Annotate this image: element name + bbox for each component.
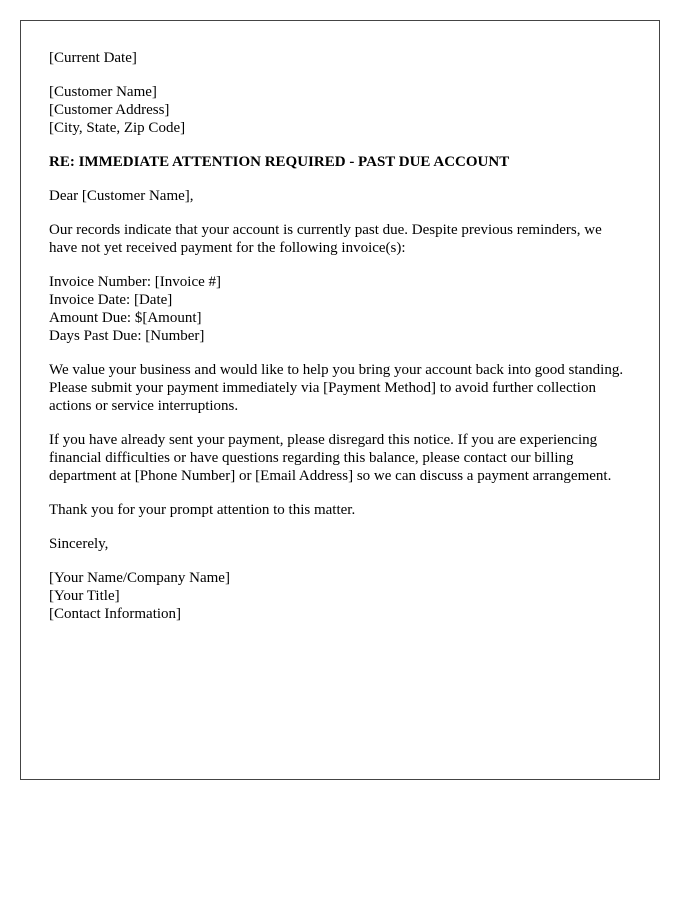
value-paragraph: We value your business and would like to help you bring your account back into good standing. Please submit your payment immediately via [Payment Method] to avoid further collection actions or service interruptions.	[49, 362, 624, 414]
closing-line: Sincerely,	[49, 536, 109, 552]
salutation: Dear [Customer Name],	[49, 188, 194, 204]
invoice-details	[49, 273, 631, 345]
invoice-number: Invoice Number: [Invoice #]	[49, 274, 222, 290]
recipient-name: [Customer Name]	[49, 84, 157, 100]
letter-date: [Current Date]	[49, 50, 137, 66]
letter-page	[20, 20, 660, 780]
disregard-paragraph: If you have already sent your payment, please disregard this notice. If you are experiencing financial difficulties or have questions regarding this balance, please contact our billing department at [Phone Number] or [Email Address] so we can discuss a payment arrangement.	[49, 432, 612, 484]
invoice-date: Invoice Date: [Date]	[49, 292, 173, 308]
signature-contact: [Contact Information]	[49, 606, 182, 622]
recipient-city: [City, State, Zip Code]	[49, 120, 186, 136]
signature-block	[49, 569, 631, 623]
thanks-line: Thank you for your prompt attention to this matter.	[49, 502, 356, 518]
signature-title: [Your Title]	[49, 588, 120, 604]
amount-due: Amount Due: $[Amount]	[49, 310, 202, 326]
recipient-block	[49, 83, 631, 137]
intro-paragraph: Our records indicate that your account is currently past due. Despite previous reminders, we have not yet received payment for the following invoice(s):	[49, 222, 602, 256]
recipient-address: [Customer Address]	[49, 102, 170, 118]
subject-line: RE: IMMEDIATE ATTENTION REQUIRED - PAST DUE ACCOUNT	[49, 154, 510, 170]
days-past-due: Days Past Due: [Number]	[49, 328, 205, 344]
signature-name: [Your Name/Company Name]	[49, 570, 230, 586]
